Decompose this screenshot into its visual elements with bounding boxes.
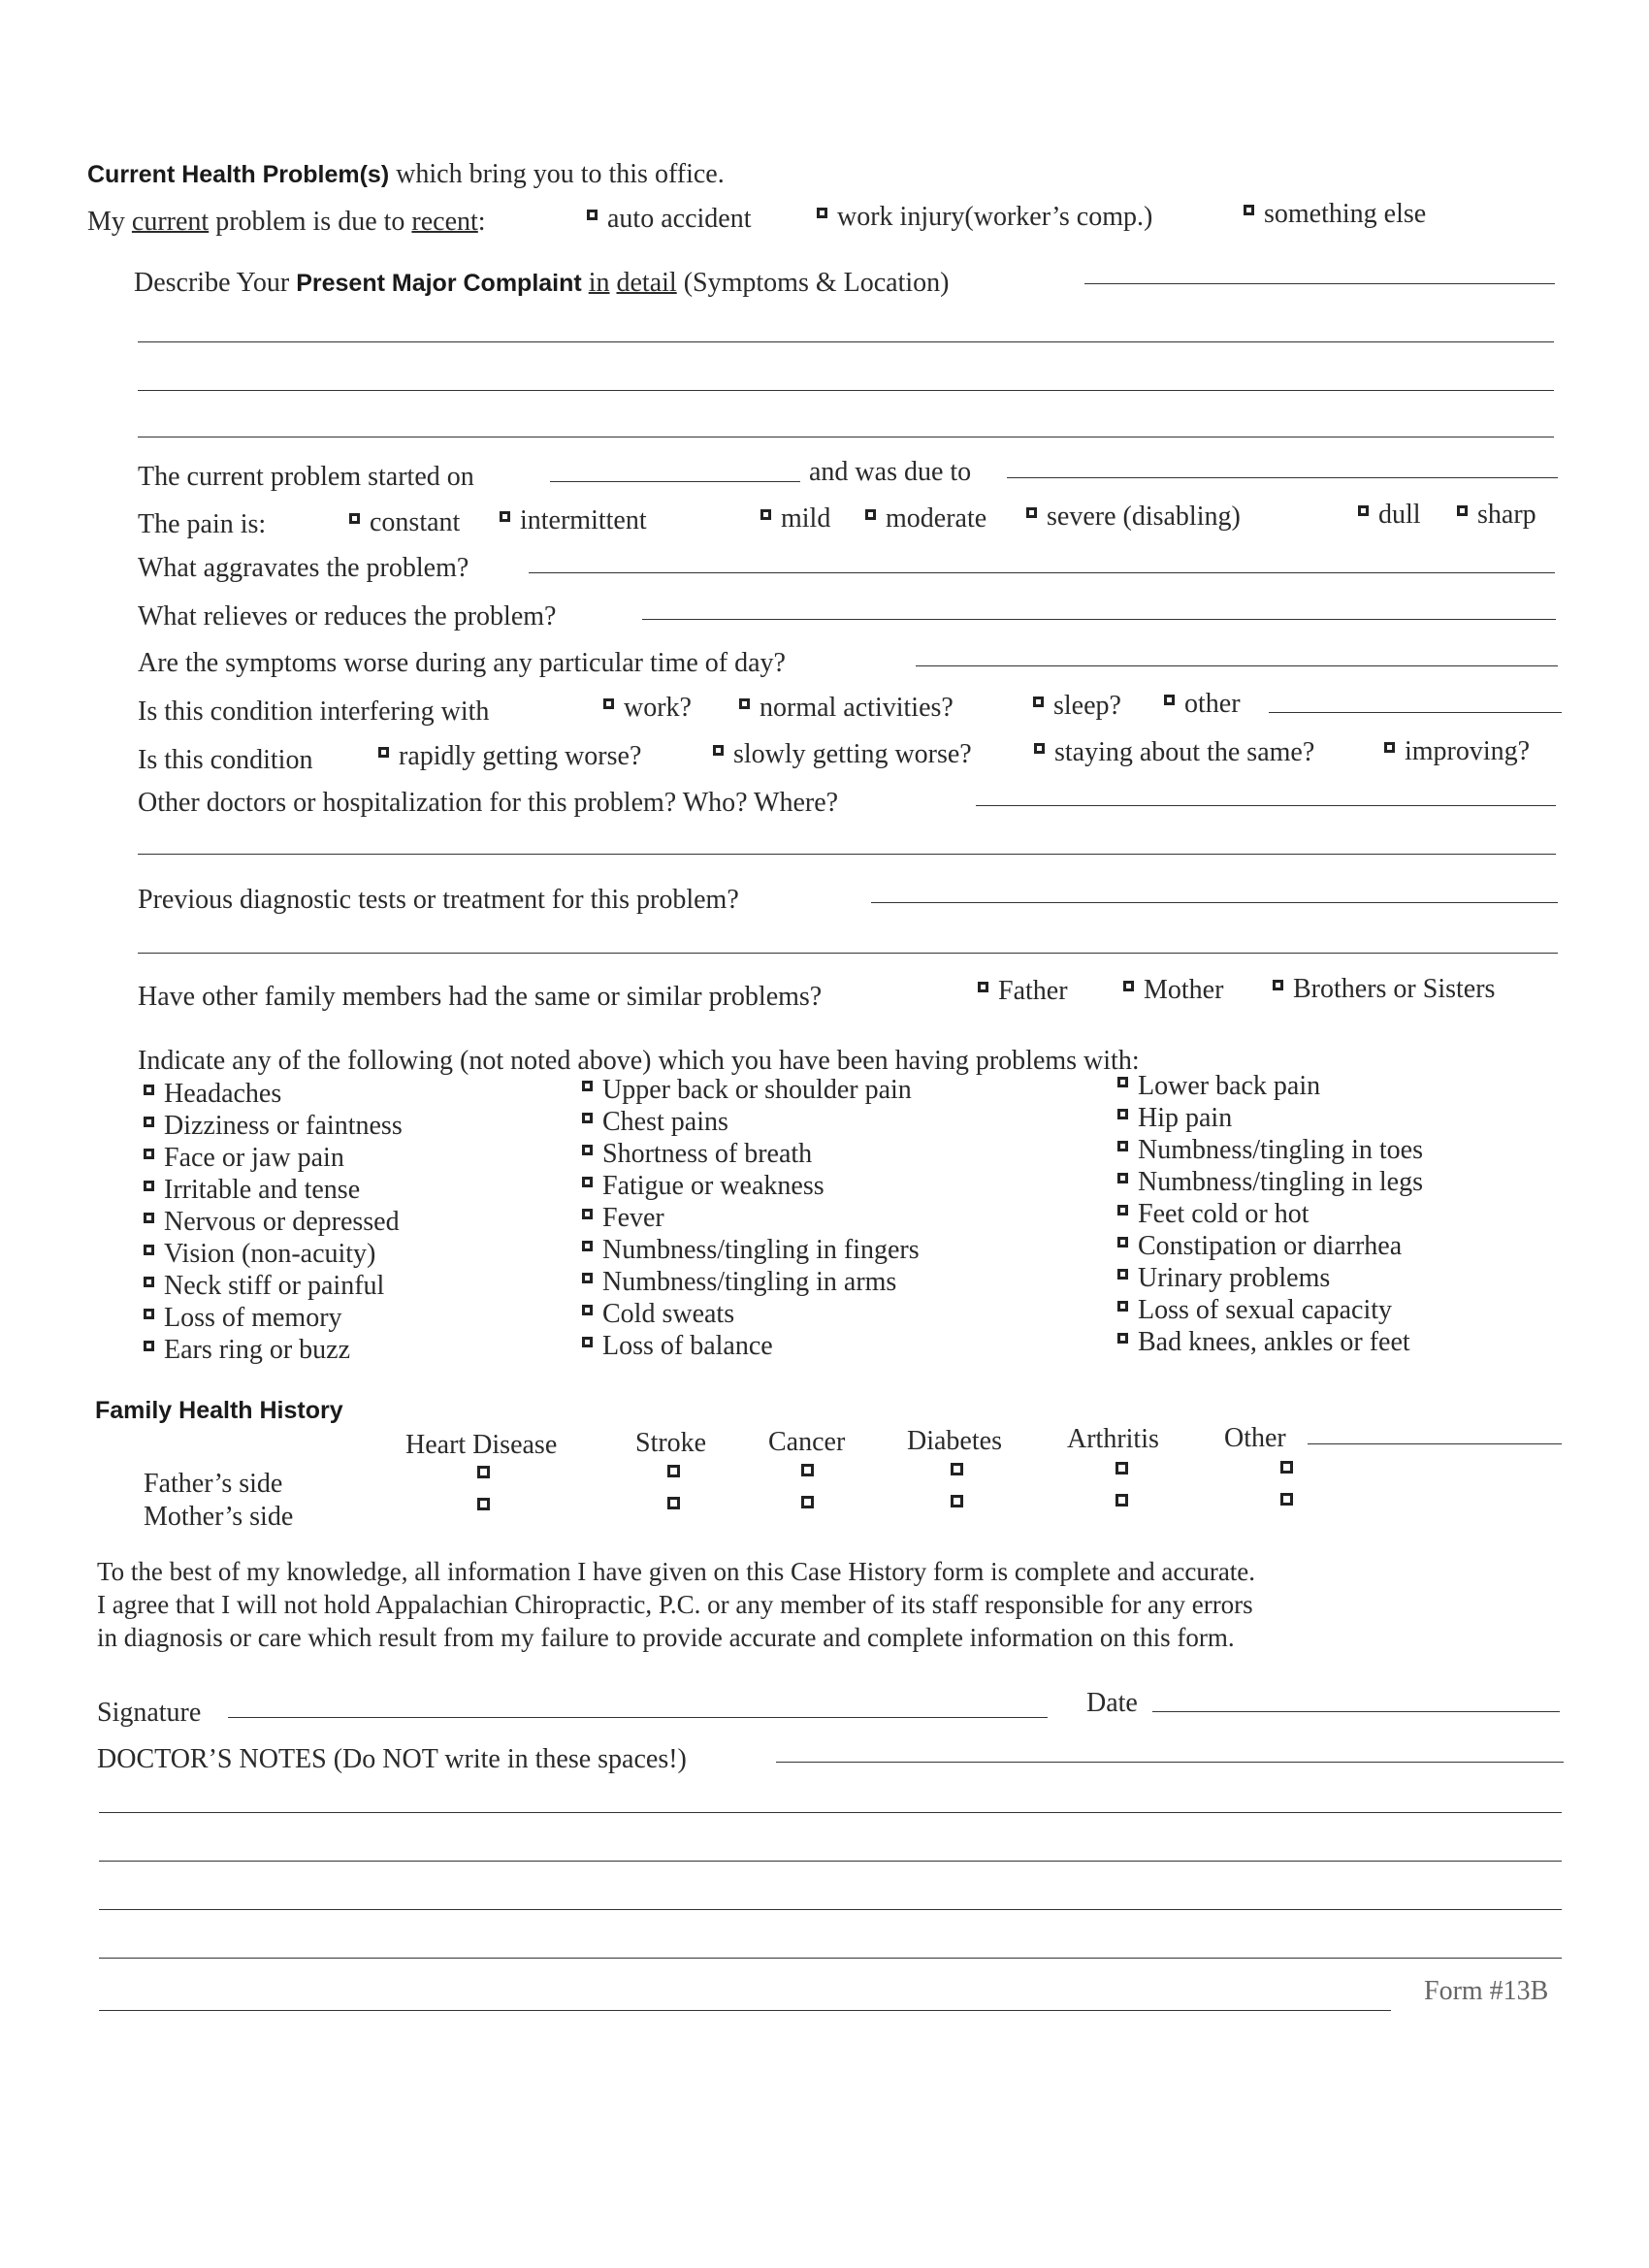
fh-checkbox[interactable]: [801, 1496, 814, 1508]
other-doctors-line[interactable]: [976, 805, 1556, 806]
pain-moderate[interactable]: moderate: [865, 505, 986, 533]
checkbox[interactable]: [1117, 1109, 1128, 1119]
symptom-label: Constipation or diarrhea: [1138, 1231, 1403, 1261]
fh-col-other: Other: [1224, 1423, 1286, 1453]
symptom-item[interactable]: [582, 1107, 728, 1138]
fh-checkbox[interactable]: [1280, 1461, 1293, 1474]
checkbox[interactable]: [144, 1181, 154, 1191]
previous-tests-line[interactable]: [871, 902, 1558, 903]
fh-checkbox[interactable]: [1280, 1493, 1293, 1506]
symptom-label: Loss of sexual capacity: [1138, 1295, 1393, 1325]
symptom-item[interactable]: [582, 1075, 912, 1106]
form-number: Form #13B: [1424, 1976, 1549, 2006]
symptom-item[interactable]: [582, 1235, 920, 1266]
symptom-label: Nervous or depressed: [164, 1207, 400, 1237]
checkbox[interactable]: [1033, 697, 1044, 707]
doctor-notes-line: [99, 1812, 1562, 1813]
declaration-line: in diagnosis or care which result from my failure to provide accurate and complete information on this form.: [97, 1623, 1235, 1652]
symptom-label: Fever: [602, 1203, 664, 1233]
symptom-item[interactable]: [582, 1203, 664, 1234]
fh-checkbox[interactable]: [801, 1464, 814, 1476]
checkbox[interactable]: [349, 513, 360, 524]
symptom-item[interactable]: [1117, 1327, 1410, 1358]
checkbox[interactable]: [582, 1337, 593, 1347]
checkbox[interactable]: [582, 1081, 593, 1091]
interfering-sleep[interactable]: sleep?: [1033, 693, 1121, 720]
checkbox[interactable]: [1117, 1141, 1128, 1151]
symptom-item[interactable]: [1117, 1263, 1330, 1294]
checkbox[interactable]: [1117, 1205, 1128, 1215]
checkbox[interactable]: [582, 1177, 593, 1187]
checkbox[interactable]: [582, 1209, 593, 1219]
family-father[interactable]: Father: [978, 978, 1068, 1005]
symptom-label: Upper back or shoulder pain: [602, 1075, 912, 1105]
symptom-label: Cold sweats: [602, 1299, 735, 1329]
previous-tests-line[interactable]: [138, 953, 1558, 954]
symptoms-intro: Indicate any of the following (not noted above) which you have been having problems with:: [138, 1046, 1140, 1076]
aggravates-label: What aggravates the problem?: [138, 553, 469, 583]
checkbox[interactable]: [144, 1277, 154, 1287]
checkbox[interactable]: [1117, 1333, 1128, 1344]
date-line[interactable]: [1152, 1711, 1560, 1712]
checkbox[interactable]: [582, 1113, 593, 1123]
symptom-item[interactable]: [582, 1299, 734, 1330]
checkbox[interactable]: [713, 745, 724, 756]
declaration-line: To the best of my knowledge, all information I have given on this Case History form is complete and accurate.: [97, 1557, 1256, 1586]
fh-checkbox[interactable]: [667, 1497, 680, 1509]
pain-severe[interactable]: severe (disabling): [1026, 503, 1241, 531]
worse-time-line[interactable]: [916, 665, 1558, 666]
symptom-label: Face or jaw pain: [164, 1143, 344, 1173]
family-history-title: Family Health History: [95, 1397, 343, 1424]
symptom-label: Lower back pain: [1138, 1071, 1321, 1101]
aggravates-line[interactable]: [529, 572, 1555, 573]
checkbox[interactable]: [582, 1273, 593, 1283]
symptom-item[interactable]: [144, 1335, 350, 1366]
symptom-label: Fatigue or weakness: [602, 1171, 824, 1201]
checkbox[interactable]: [144, 1245, 154, 1255]
other-doctors-label: Other doctors or hospitalization for this problem? Who? Where?: [138, 788, 839, 818]
checkbox[interactable]: [1273, 980, 1283, 990]
due-to-line[interactable]: [1007, 477, 1558, 478]
section-title: Current Health Problem(s) which bring you to this office.: [87, 159, 725, 189]
date-label: Date: [1086, 1688, 1138, 1718]
option-something-else[interactable]: something else: [1244, 201, 1426, 228]
checkbox[interactable]: [144, 1149, 154, 1159]
checkbox[interactable]: [865, 509, 876, 520]
relieves-line[interactable]: [642, 619, 1556, 620]
family-similar-label: Have other family members had the same or similar problems?: [138, 982, 823, 1012]
symptom-item[interactable]: [144, 1079, 281, 1110]
checkbox[interactable]: [1034, 743, 1045, 754]
worse-time-label: Are the symptoms worse during any particular time of day?: [138, 648, 786, 678]
condition-rapidly-worse[interactable]: rapidly getting worse?: [378, 743, 641, 770]
declaration-line: I agree that I will not hold Appalachian Chiropractic, P.C. or any member of its staff responsible for any errors: [97, 1590, 1253, 1619]
symptom-label: Loss of memory: [164, 1303, 342, 1333]
pain-constant[interactable]: constant: [349, 509, 460, 536]
checkbox[interactable]: [1117, 1237, 1128, 1247]
condition-same[interactable]: staying about the same?: [1034, 739, 1314, 766]
condition-slowly-worse[interactable]: slowly getting worse?: [713, 741, 972, 768]
option-auto-accident[interactable]: auto accident: [587, 206, 751, 233]
symptom-item[interactable]: [1117, 1199, 1310, 1230]
fh-checkbox[interactable]: [477, 1466, 490, 1478]
symptom-item[interactable]: [1117, 1103, 1232, 1134]
condition-label: Is this condition: [138, 745, 313, 775]
fh-row-mother: Mother’s side: [144, 1502, 294, 1532]
checkbox[interactable]: [1384, 742, 1395, 753]
symptom-item[interactable]: [1117, 1135, 1423, 1166]
symptom-item[interactable]: [582, 1331, 773, 1362]
symptom-item[interactable]: [144, 1111, 403, 1142]
interfering-label: Is this condition interfering with: [138, 697, 490, 727]
symptom-label: Ears ring or buzz: [164, 1335, 351, 1365]
symptom-item[interactable]: [1117, 1295, 1392, 1326]
symptom-label: Hip pain: [1138, 1103, 1233, 1133]
symptom-item[interactable]: [1117, 1167, 1423, 1198]
symptom-item[interactable]: [144, 1143, 344, 1174]
signature-line[interactable]: [228, 1717, 1048, 1718]
fh-col-arthritis: Arthritis: [1067, 1424, 1159, 1454]
doctor-notes-line: [99, 1958, 1562, 1959]
due-to-row: My current problem is due to recent:: [87, 207, 486, 237]
checkbox[interactable]: [144, 1085, 154, 1095]
relieves-label: What relieves or reduces the problem?: [138, 601, 557, 632]
fh-row-father: Father’s side: [144, 1469, 283, 1499]
started-date-line[interactable]: [550, 481, 800, 482]
started-label: The current problem started on: [138, 462, 474, 492]
condition-improving[interactable]: improving?: [1384, 738, 1530, 765]
checkbox[interactable]: [978, 982, 988, 992]
checkbox[interactable]: [1244, 205, 1254, 215]
fh-checkbox[interactable]: [1116, 1494, 1128, 1507]
fh-checkbox[interactable]: [667, 1465, 680, 1477]
pain-sharp[interactable]: sharp: [1457, 502, 1536, 529]
checkbox[interactable]: [500, 511, 510, 522]
signature-label: Signature: [97, 1698, 202, 1728]
checkbox[interactable]: [603, 698, 614, 709]
symptom-label: Dizziness or faintness: [164, 1111, 403, 1141]
checkbox[interactable]: [1358, 505, 1369, 516]
interfering-other[interactable]: other: [1164, 691, 1241, 718]
fh-checkbox[interactable]: [951, 1463, 963, 1475]
checkbox[interactable]: [582, 1145, 593, 1155]
option-work-injury[interactable]: work injury(worker’s comp.): [817, 204, 1152, 231]
checkbox[interactable]: [1117, 1173, 1128, 1183]
checkbox[interactable]: [582, 1241, 593, 1251]
symptom-label: Numbness/tingling in legs: [1138, 1167, 1423, 1197]
doctor-notes-line: [99, 2010, 1391, 2011]
symptom-item[interactable]: [144, 1175, 360, 1206]
doctor-notes-line: [99, 1909, 1562, 1910]
symptom-item[interactable]: [144, 1271, 384, 1302]
interfering-normal-activities[interactable]: normal activities?: [739, 695, 954, 722]
fh-col-stroke: Stroke: [635, 1428, 707, 1458]
family-mother[interactable]: Mother: [1123, 977, 1223, 1004]
family-siblings[interactable]: Brothers or Sisters: [1273, 976, 1495, 1003]
checkbox[interactable]: [1164, 695, 1175, 705]
symptom-label: Irritable and tense: [164, 1175, 361, 1205]
previous-tests-label: Previous diagnostic tests or treatment for this problem?: [138, 885, 739, 915]
checkbox[interactable]: [378, 747, 389, 758]
symptom-label: Bad knees, ankles or feet: [1138, 1327, 1410, 1357]
complaint-line[interactable]: [138, 390, 1554, 391]
checkbox[interactable]: [144, 1341, 154, 1351]
checkbox[interactable]: [144, 1117, 154, 1127]
fh-checkbox[interactable]: [951, 1495, 963, 1507]
fh-col-diabetes: Diabetes: [907, 1426, 1002, 1456]
doctor-notes-label: DOCTOR’S NOTES (Do NOT write in these spaces!): [97, 1744, 687, 1774]
doctor-notes-line: [99, 1861, 1562, 1862]
checkbox[interactable]: [1123, 981, 1134, 991]
pain-dull[interactable]: dull: [1358, 502, 1421, 529]
symptom-label: Vision (non-acuity): [164, 1239, 376, 1269]
checkbox[interactable]: [1026, 507, 1037, 518]
symptom-label: Numbness/tingling in fingers: [602, 1235, 920, 1265]
checkbox[interactable]: [1117, 1077, 1128, 1087]
fh-col-heart-disease: Heart Disease: [405, 1430, 558, 1460]
fh-checkbox[interactable]: [477, 1498, 490, 1510]
fh-col-cancer: Cancer: [768, 1427, 846, 1457]
checkbox[interactable]: [1457, 505, 1468, 516]
symptom-item[interactable]: [582, 1171, 824, 1202]
symptom-label: Numbness/tingling in toes: [1138, 1135, 1423, 1165]
interfering-work[interactable]: work?: [603, 695, 692, 722]
complaint-line[interactable]: [138, 341, 1554, 342]
checkbox[interactable]: [582, 1305, 593, 1315]
complaint-label: Describe Your Present Major Complaint in detail (Symptoms & Location): [134, 268, 950, 298]
symptom-item[interactable]: [144, 1303, 342, 1334]
symptom-label: Chest pains: [602, 1107, 728, 1137]
symptom-label: Urinary problems: [1138, 1263, 1331, 1293]
checkbox[interactable]: [760, 509, 771, 520]
fh-checkbox[interactable]: [1116, 1462, 1128, 1474]
checkbox[interactable]: [587, 210, 598, 220]
symptom-item[interactable]: [144, 1207, 400, 1238]
checkbox[interactable]: [1117, 1269, 1128, 1280]
symptom-label: Headaches: [164, 1079, 282, 1109]
symptom-label: Shortness of breath: [602, 1139, 813, 1169]
symptom-item[interactable]: [144, 1239, 375, 1270]
symptom-item[interactable]: [582, 1139, 812, 1170]
fh-other-line[interactable]: [1308, 1443, 1562, 1444]
checkbox[interactable]: [739, 698, 750, 709]
symptom-label: Loss of balance: [602, 1331, 773, 1361]
symptom-item[interactable]: [1117, 1071, 1320, 1102]
symptom-item[interactable]: [582, 1267, 896, 1298]
checkbox[interactable]: [144, 1213, 154, 1223]
symptom-label: Neck stiff or painful: [164, 1271, 385, 1301]
checkbox[interactable]: [1117, 1301, 1128, 1312]
symptom-item[interactable]: [1117, 1231, 1402, 1262]
doctor-notes-line: [776, 1762, 1564, 1763]
interfering-other-line[interactable]: [1269, 712, 1562, 713]
other-doctors-line[interactable]: [138, 854, 1556, 855]
symptom-label: Numbness/tingling in arms: [602, 1267, 897, 1297]
pain-intermittent[interactable]: intermittent: [500, 507, 647, 535]
checkbox[interactable]: [817, 208, 827, 218]
pain-mild[interactable]: mild: [760, 505, 830, 533]
complaint-line[interactable]: [1084, 283, 1555, 284]
pain-label: The pain is:: [138, 509, 267, 539]
due-to-label: and was due to: [809, 457, 972, 487]
checkbox[interactable]: [144, 1309, 154, 1319]
symptom-label: Feet cold or hot: [1138, 1199, 1310, 1229]
